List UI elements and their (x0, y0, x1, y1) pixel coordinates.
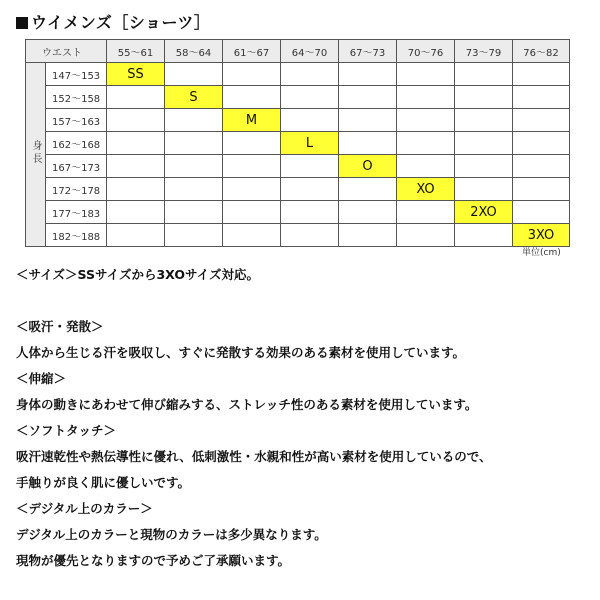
empty-cell (513, 86, 570, 109)
description-notes (16, 262, 586, 574)
color-heading: ＜デジタル上のカラー＞ (16, 501, 153, 516)
empty-cell (107, 132, 165, 155)
unit-label: 単位(cm) (522, 248, 561, 258)
empty-cell (339, 63, 397, 86)
empty-cell (455, 155, 513, 178)
height-range-cell: 177〜183 (46, 201, 107, 224)
empty-cell (397, 109, 455, 132)
stretch-text: 身体の動きにあわせて伸び縮みする、ストレッチ性のある素材を使用しています。 (16, 397, 478, 412)
empty-cell (397, 86, 455, 109)
waist-column-header: 67〜73 (339, 40, 397, 63)
table-row (26, 109, 570, 132)
height-range-cell: 162〜168 (46, 132, 107, 155)
waist-column-header: 73〜79 (455, 40, 513, 63)
empty-cell (223, 86, 281, 109)
empty-cell (513, 63, 570, 86)
empty-cell (165, 201, 223, 224)
empty-cell (107, 224, 165, 247)
empty-cell (513, 132, 570, 155)
empty-cell (165, 132, 223, 155)
waist-label: ウエスト (26, 40, 107, 63)
soft-text-2: 手触りが良く肌に優しいです。 (16, 475, 191, 490)
table-row (26, 201, 570, 224)
empty-cell (455, 86, 513, 109)
empty-cell (223, 178, 281, 201)
empty-cell (455, 132, 513, 155)
empty-cell (223, 63, 281, 86)
empty-cell (107, 155, 165, 178)
empty-cell (513, 178, 570, 201)
empty-cell (339, 86, 397, 109)
empty-cell (165, 109, 223, 132)
square-bullet-icon (16, 17, 28, 29)
size-cell: 3XO (513, 224, 570, 247)
empty-cell (223, 201, 281, 224)
waist-column-header: 70〜76 (397, 40, 455, 63)
waist-column-header: 76〜82 (513, 40, 570, 63)
sizes-note: ＜サイズ＞SSサイズから3XOサイズ対応。 (16, 267, 259, 282)
height-range-cell: 152〜158 (46, 86, 107, 109)
table-row (26, 132, 570, 155)
empty-cell (281, 86, 339, 109)
empty-cell (397, 224, 455, 247)
table-row (26, 63, 570, 86)
empty-cell (513, 155, 570, 178)
size-cell: SS (107, 63, 165, 86)
empty-cell (455, 109, 513, 132)
empty-cell (107, 109, 165, 132)
waist-column-header: 64〜70 (281, 40, 339, 63)
size-cell: M (223, 109, 281, 132)
table-row (26, 178, 570, 201)
empty-cell (281, 155, 339, 178)
empty-cell (397, 63, 455, 86)
height-range-cell: 182〜188 (46, 224, 107, 247)
size-cell: XO (397, 178, 455, 201)
soft-text-1: 吸汗速乾性や熱伝導性に優れ、低刺激性・水親和性が高い素材を使用しているので、 (16, 449, 492, 464)
empty-cell (397, 201, 455, 224)
empty-cell (281, 201, 339, 224)
empty-cell (455, 224, 513, 247)
empty-cell (165, 155, 223, 178)
empty-cell (339, 109, 397, 132)
waist-header-row (26, 40, 570, 63)
size-cell: O (339, 155, 397, 178)
height-label-text: 身長 (30, 140, 41, 166)
size-chart-table (25, 39, 570, 247)
sweat-text: 人体から生じる汗を吸収し、すぐに発散する効果のある素材を使用しています。 (16, 345, 466, 360)
empty-cell (455, 63, 513, 86)
empty-cell (281, 224, 339, 247)
empty-cell (281, 63, 339, 86)
empty-cell (397, 132, 455, 155)
soft-heading: ＜ソフトタッチ＞ (16, 423, 117, 438)
height-range-cell: 167〜173 (46, 155, 107, 178)
empty-cell (281, 178, 339, 201)
size-chart-body (26, 40, 570, 247)
size-cell: L (281, 132, 339, 155)
size-cell: S (165, 86, 223, 109)
color-text-1: デジタル上のカラーと現物のカラーは多少異なります。 (16, 527, 327, 542)
empty-cell (165, 63, 223, 86)
empty-cell (223, 155, 281, 178)
empty-cell (165, 224, 223, 247)
empty-cell (339, 224, 397, 247)
empty-cell (397, 155, 455, 178)
waist-column-header: 58〜64 (165, 40, 223, 63)
empty-cell (339, 178, 397, 201)
empty-cell (107, 86, 165, 109)
table-row (26, 224, 570, 247)
color-text-2: 現物が優先となりますので予めご了承願います。 (16, 553, 291, 568)
size-cell: 2XO (455, 201, 513, 224)
empty-cell (455, 178, 513, 201)
empty-cell (107, 178, 165, 201)
stretch-heading: ＜伸縮＞ (16, 371, 67, 386)
height-label (26, 63, 46, 247)
sweat-heading: ＜吸汗・発散＞ (16, 319, 104, 334)
table-row (26, 86, 570, 109)
empty-cell (339, 132, 397, 155)
page-title (16, 10, 210, 33)
empty-cell (165, 178, 223, 201)
table-row (26, 155, 570, 178)
empty-cell (223, 132, 281, 155)
empty-cell (281, 109, 339, 132)
waist-column-header: 61〜67 (223, 40, 281, 63)
waist-column-header: 55〜61 (107, 40, 165, 63)
height-range-cell: 157〜163 (46, 109, 107, 132)
empty-cell (513, 109, 570, 132)
height-range-cell: 172〜178 (46, 178, 107, 201)
height-range-cell: 147〜153 (46, 63, 107, 86)
empty-cell (107, 201, 165, 224)
empty-cell (513, 201, 570, 224)
page-title-text: ウイメンズ［ショーツ］ (31, 13, 211, 32)
empty-cell (223, 224, 281, 247)
empty-cell (339, 201, 397, 224)
